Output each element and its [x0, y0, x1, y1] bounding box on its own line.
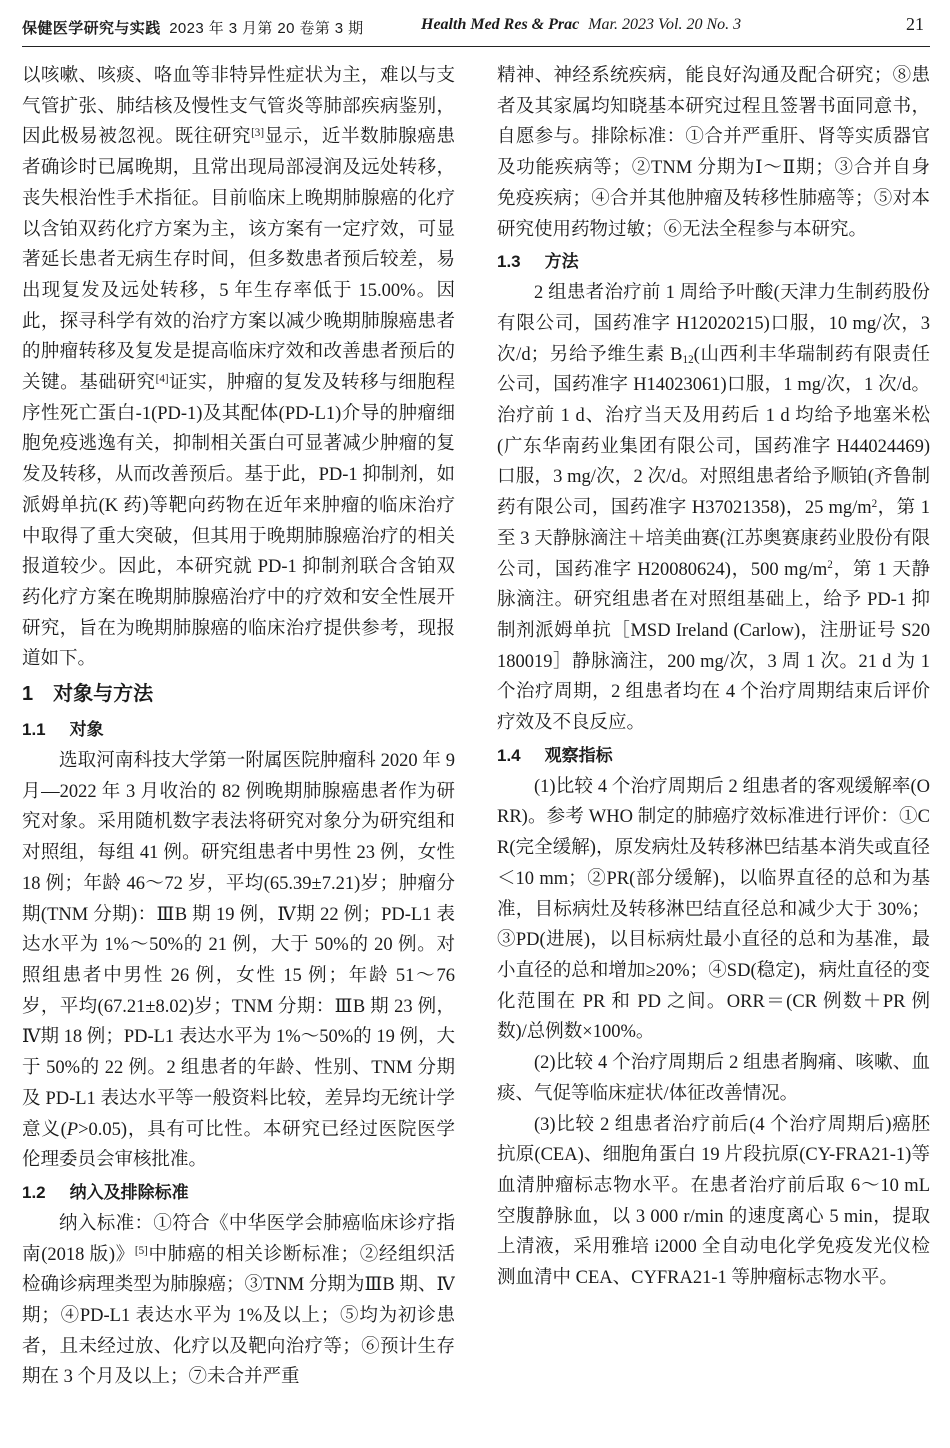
subscript: 12 [682, 353, 694, 366]
subsection-heading [497, 245, 930, 278]
issue-info-chinese: 2023 年 3 月第 20 卷第 3 期 [169, 20, 364, 37]
subsection-title: 观察指标 [544, 745, 613, 765]
paragraph-text: 选取河南科技大学第一附属医院肿瘤科 2020 年 9 月—2022 年 3 月收治的 82 例晚期肺腺癌患者作为研究对象。采用随机数字表法将研究对象分为研究组和对照组，每组 41 例。研究组患者中男性 23 例，女性 18 例；年龄 46～72 岁，平均(65.39±7.21)岁；肿瘤分期(TNM 分期)：ⅢB 期 19 例，Ⅳ期 22 例；PD-L1 表达水平为 1%～50%的 21 例，大于 50%的 20 例。对照组患者中男性 26 例，女性 15 例；年龄 51～76 岁，平均(67.21±8.02)岁；TNM 分期：ⅢB 期 23 例，Ⅳ期 18 例；PD-L1 表达水平为 1%～50%的 19 例，大于 50%的 22 例。2 组患者的年龄、性别、TNM 分期及 PD-L1 表达水平等一般资料比较，差异均无统计学意义( [22, 751, 455, 1140]
journal-name-english: Health Med Res & Prac [421, 16, 580, 33]
section-number: 1 [22, 683, 34, 706]
running-header-english [421, 16, 741, 34]
subsection-title: 纳入及排除标准 [69, 1182, 189, 1202]
unit-superscript: 2 [871, 498, 878, 511]
unit-superscript: 2 [827, 559, 833, 572]
methods-paragraph [497, 278, 930, 739]
running-header-chinese [22, 17, 364, 38]
journal-name-chinese: 保健医学研究与实践 [22, 20, 161, 37]
section-heading [22, 675, 455, 713]
subsection-heading [22, 713, 455, 746]
paragraph-text: 证实，肿瘤的复发及转移与细胞程序性死亡蛋白-1(PD-1)及其配体(PD-L1)介导的肿瘤细胞免疫逃逸有关，抑制相关蛋白可显著减少肿瘤的复发及转移，从而改善预后。基于此，PD-1 抑制剂，如派姆单抗(K 药)等靶向药物在近年来肿瘤的临床治疗中取得了重大突破，但其用于晚期肺腺癌治疗的相关报道较少。因此，本研究就 PD-1 抑制剂联合含铂双药化疗方案在晚期肺腺癌治疗中的疗效和安全性展开研究，旨在为晚期肺腺癌的临床治疗提供参考，现报道如下。 [22, 373, 455, 670]
left-column [22, 61, 455, 1441]
paragraph-text: 中肺癌的相关诊断标准；②经组织活检确诊病理类型为肺腺癌；③TNM 分期为ⅢB 期、Ⅳ期；④PD-L1 表达水平为 1%及以上；⑤均为初诊患者，且未经过放、化疗以及靶向治疗等；⑥预计生存期在 3 个月及以上；⑦未合并严重 [22, 1244, 455, 1388]
paragraph-text: 以咳嗽、咳痰、咯血等非特异性症状为主，难以与支气管扩张、肺结核及慢性支气管炎等肺部疾病鉴别，因此极易被忽视。既往研究 [22, 66, 455, 148]
subsection-heading [497, 739, 930, 772]
paragraph-text: (山西利丰华瑞制药有限责任公司，国药准字 H14023061)口服，1 mg/次，1 次/d。治疗前 1 d、治疗当天及用药后 1 d 均给予地塞米松(广东华南药业集团有限公司，国药准字 H44024469)口服，3 mg/次，2 次/d。对照组患者给予顺铂(齐鲁制药有限公司，国药准字 H37021358)，25 mg/m [497, 344, 930, 519]
observation-item: (3)比较 2 组患者治疗前后(4 个治疗周期后)癌胚抗原(CEA)、细胞角蛋白 19 片段抗原(CY-FRA21-1)等血清肿瘤标志物水平。在患者治疗前后取 6～10 mL 空腹静脉血，以 3 000 r/min 的速度离心 5 min，提取上清液，采用雅培 i2000 全自动电化学免疫发光仪检测血清中 CEA、CYFRA21-1 等肿瘤标志物水平。 [497, 1114, 930, 1289]
observation-item: (1)比较 4 个治疗周期后 2 组患者的客观缓解率(ORR)。参考 WHO 制定的肺癌疗效标准进行评价：①CR(完全缓解)，原发病灶及转移淋巴结基本消失或直径＜10 mm；②PR(部分缓解)，以临界直径的总和为基准，目标病灶及转移淋巴结直径总和减少大于 30%；③PD(进展)，以目标病灶最小直径的总和为基准，最小直径的总和增加≥20%；④SD(稳定)，病灶直径的变化范围在 PR 和 PD 之间。ORR＝(CR 例数＋PR 例数)/总例数×100%。 [497, 776, 930, 1043]
criteria-paragraph-continuation: 精神、神经系统疾病，能良好沟通及配合研究；⑧患者及其家属均知晓基本研究过程且签署书面同意书，自愿参与。排除标准：①合并严重肝、肾等实质器官及功能疾病等；②TNM 分期为Ⅰ～Ⅱ期；③合并自身免疫疾病；④合并其他肿瘤及转移性肺癌等；⑤对本研究使用药物过敏；⑥无法全程参与本研究。 [497, 66, 930, 240]
right-column [497, 61, 930, 1441]
paragraph-text: ，第 1 天静脉滴注。研究组患者在对照组基础上，给予 PD-1 抑制剂派姆单抗［MSD Ireland (Carlow)，注册证号 S20180019］静脉滴注，200 mg/次，3 周 1 次。21 d 为 1 个治疗周期，2 组患者均在 4 个治疗周期结束后评价疗效及不良反应。 [497, 559, 930, 734]
p-value-symbol: P [66, 1119, 79, 1140]
subsection-number: 1.4 [497, 745, 521, 765]
citation-superscript: [3] [251, 127, 265, 140]
citation-superscript: [4] [155, 372, 169, 385]
observation-item: (2)比较 4 个治疗周期后 2 组患者胸痛、咳嗽、血痰、气促等临床症状/体征改善情况。 [497, 1053, 930, 1104]
issue-info-english: Mar. 2023 Vol. 20 No. 3 [588, 16, 742, 33]
section-title: 对象与方法 [53, 683, 154, 706]
subsection-title: 对象 [69, 720, 104, 740]
subsection-heading [22, 1176, 455, 1209]
subsection-number: 1.2 [22, 1182, 46, 1202]
intro-paragraph [22, 61, 455, 675]
subjects-paragraph [22, 746, 455, 1176]
paragraph-text: 显示，近半数肺腺癌患者确诊时已属晚期，且常出现局部浸润及远处转移，丧失根治性手术指征。目前临床上晚期肺腺癌的化疗以含铂双药化疗方案为主，该方案有一定疗效，可显著延长患者无病生存时间，但多数患者预后较差，易出现复发及远处转移，5 年生存率低于 15.00%。因此，探寻科学有效的治疗方案以减少晚期肺腺癌患者的肿瘤转移及复发是提高临床疗效和改善患者预后的关键。基础研究 [22, 127, 455, 394]
paragraph-text: >0.05)，具有可比性。本研究已经过医院医学伦理委员会审核批准。 [22, 1119, 455, 1171]
criteria-paragraph [22, 1209, 455, 1393]
paragraph-text: 纳入标准：①符合《中华医学会肺癌临床诊疗指南(2018 版)》 [22, 1213, 455, 1265]
page-number: 21 [906, 14, 924, 34]
paragraph-text: 2 组患者治疗前 1 周给予叶酸(天津力生制药股份有限公司，国药准字 H12020215)口服，10 mg/次，3 次/d；另给予维生素 B [497, 283, 930, 365]
subsection-number: 1.3 [497, 252, 521, 272]
subsection-title: 方法 [544, 252, 579, 272]
paragraph-text: ，第 1 至 3 天静脉滴注＋培美曲赛(江苏奥赛康药业股份有限公司，国药准字 H20080624)，500 mg/m [497, 498, 930, 580]
header-rule [22, 46, 930, 47]
subsection-number: 1.1 [22, 720, 46, 740]
citation-superscript: [5] [134, 1244, 148, 1257]
